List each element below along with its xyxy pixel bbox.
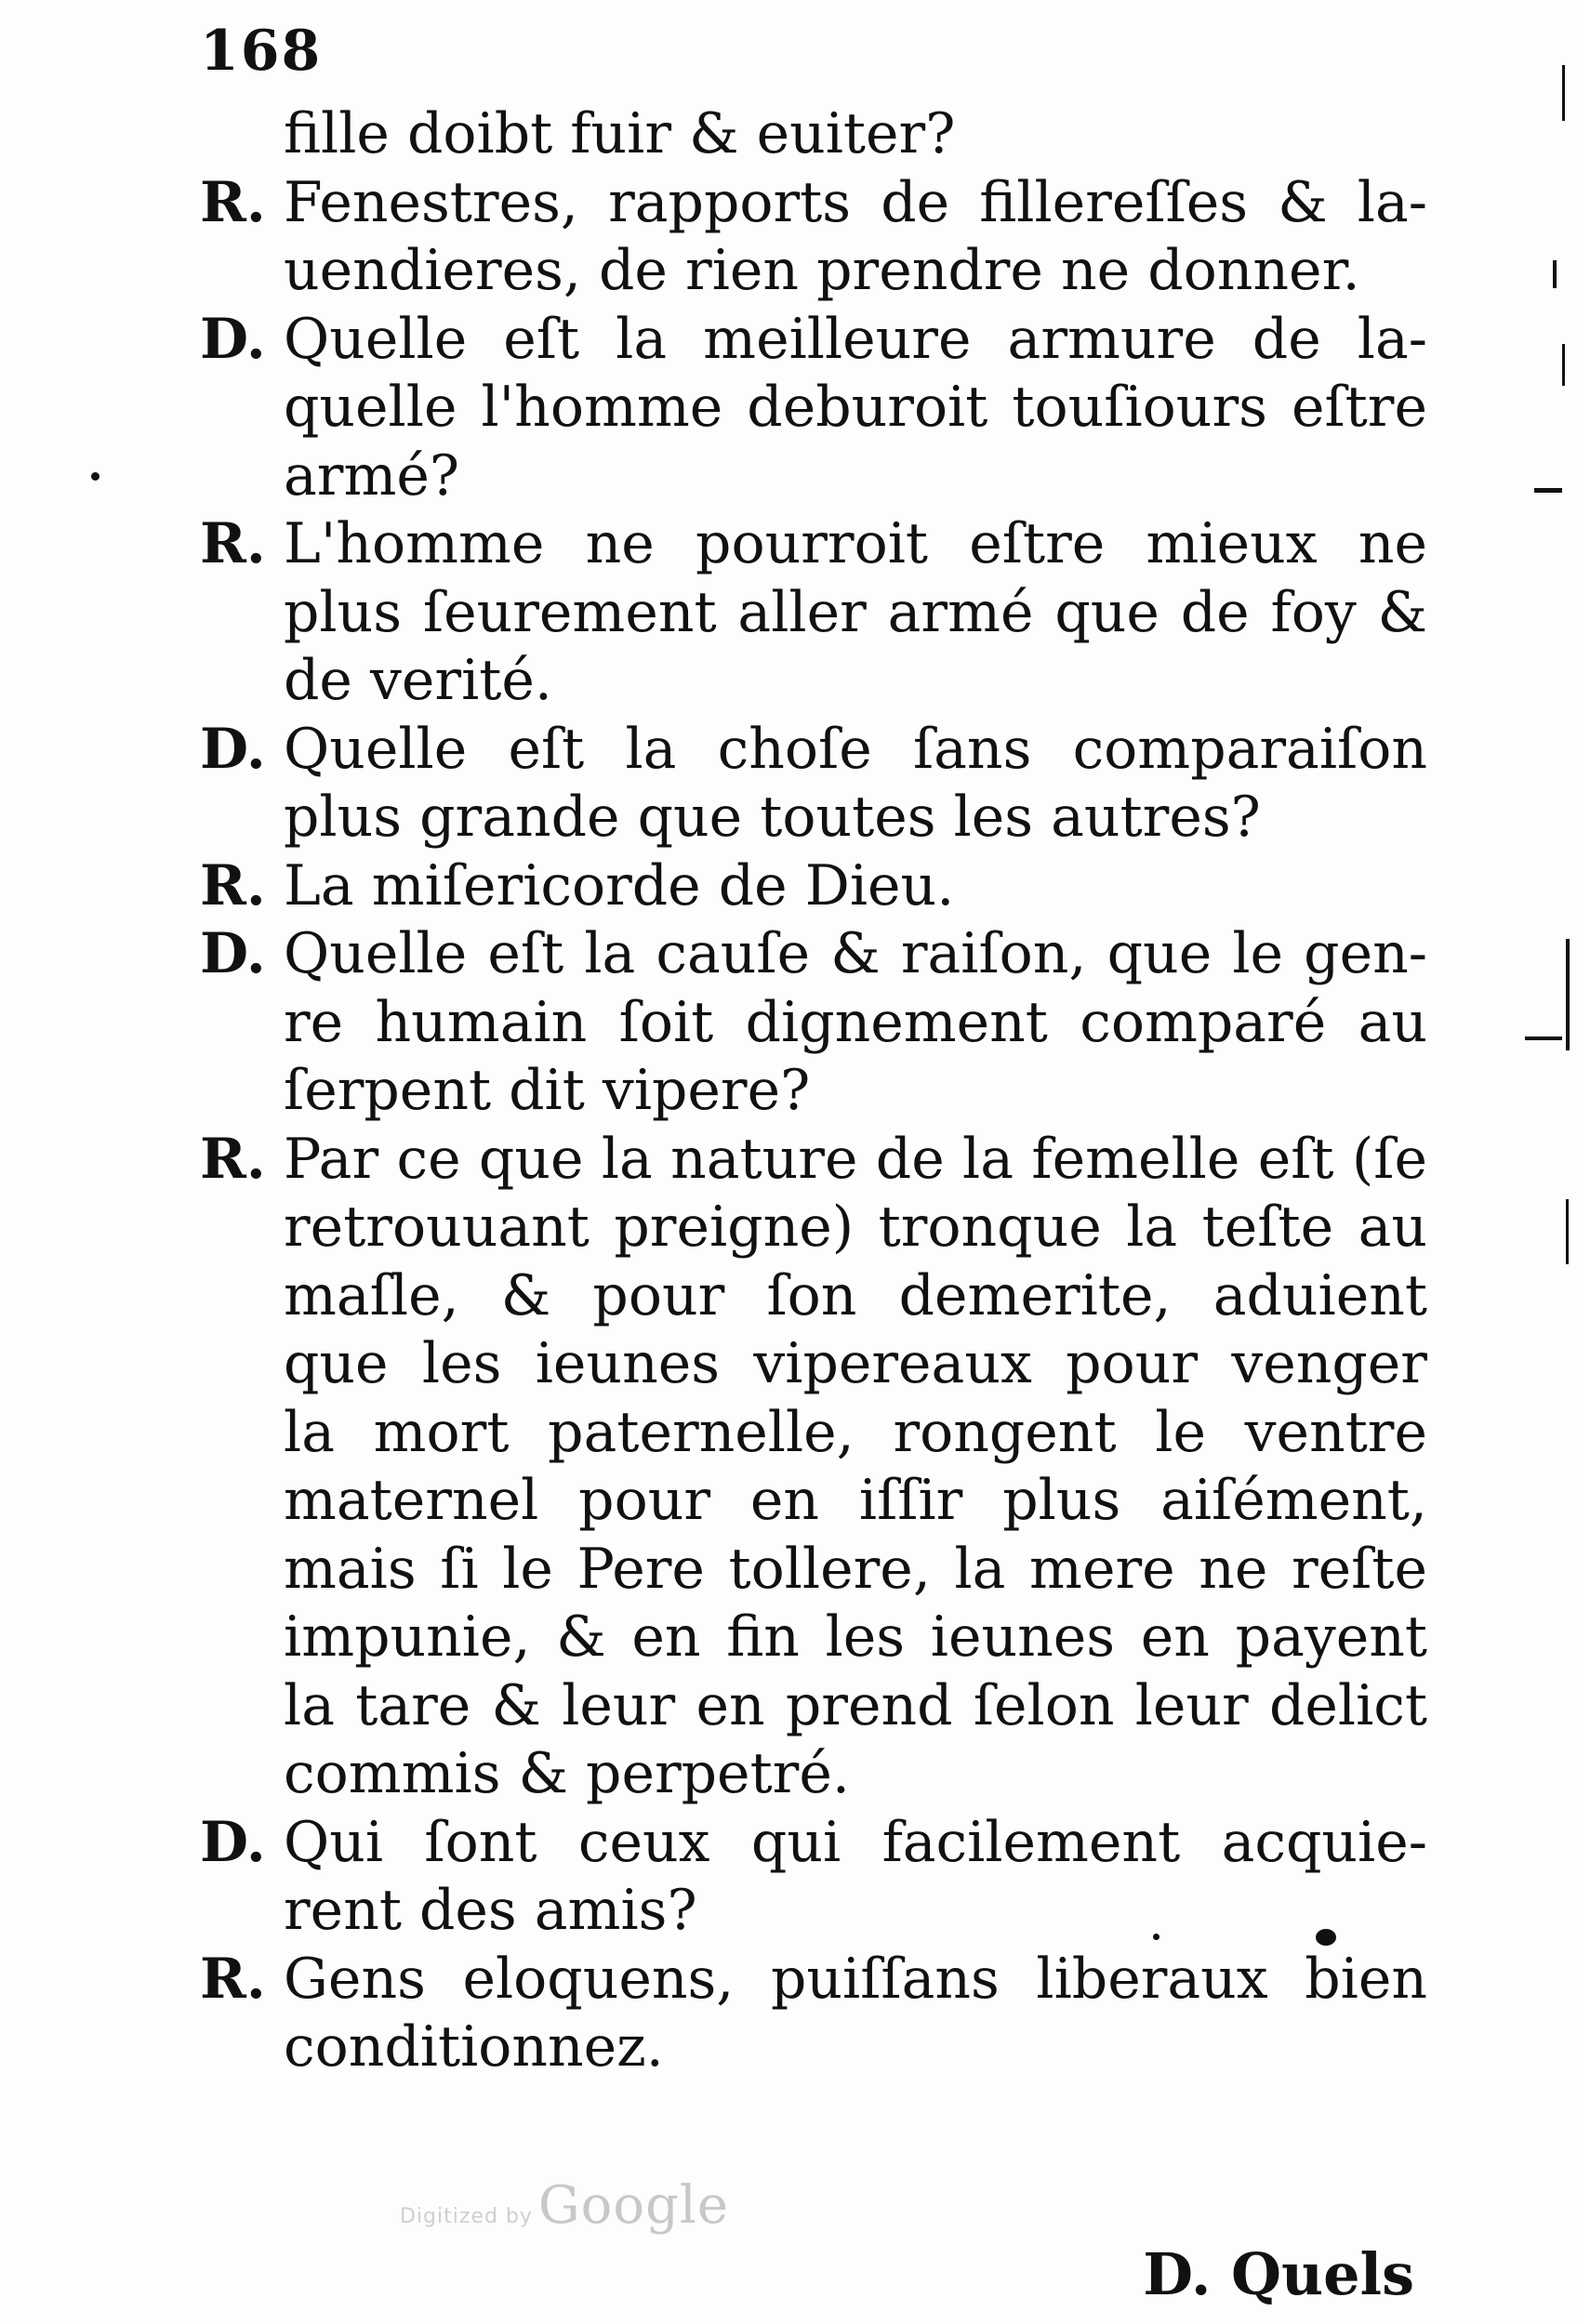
speaker-marker: R.: [200, 511, 266, 576]
line-text: quelle l'homme deburoit touſiours eſtre: [284, 375, 1427, 440]
line-text: Gens eloquens, puiſſans liberaux bien: [284, 1946, 1427, 2012]
line-text: Par ce que la nature de la femelle eſt (ſe: [284, 1126, 1427, 1192]
text-line: [200, 716, 1427, 785]
text-line: [200, 374, 1427, 442]
line-text: rent des amis?: [284, 1878, 697, 1943]
watermark: [400, 2175, 729, 2236]
ink-speck: [91, 472, 99, 481]
text-line: [200, 237, 1427, 306]
speaker-marker: D.: [200, 306, 266, 372]
text-line: [200, 920, 1427, 989]
line-text: fille doibt fuir & euiter?: [284, 101, 956, 166]
text-line: [200, 1194, 1427, 1262]
line-text: la tare & leur en prend ſelon leur delict: [284, 1672, 1427, 1738]
text-line: [200, 169, 1427, 238]
line-text: uendieres, de rien prendre ne donner.: [284, 238, 1360, 303]
line-text: que les ieunes vipereaux pour venger: [284, 1331, 1427, 1396]
line-text: la mort paternelle, rongent le ventre: [284, 1399, 1427, 1465]
text-line: [200, 647, 1427, 716]
text-line: [200, 1126, 1427, 1195]
line-text: commis & perpetré.: [284, 1741, 850, 1806]
watermark-brand: Google: [537, 2175, 729, 2236]
speaker-marker: R.: [200, 169, 266, 235]
line-text: armé?: [284, 442, 460, 508]
margin-mark: [1566, 1199, 1569, 1264]
text-line: [200, 989, 1427, 1058]
speaker-marker: D.: [200, 716, 266, 782]
line-text: L'homme ne pourroit eſtre mieux ne: [284, 511, 1427, 576]
text-line: [200, 1672, 1427, 1741]
text-line: [200, 2014, 1427, 2082]
line-text: Quelle eſt la choſe ſans comparaiſon: [284, 716, 1427, 782]
speaker-marker: R.: [200, 1946, 266, 2012]
line-text: Quelle eſt la meilleure armure de la-: [284, 306, 1427, 372]
text-line: [200, 1057, 1427, 1126]
text-line: [200, 1262, 1427, 1331]
text-block: [200, 100, 1427, 2082]
text-line: [200, 1877, 1427, 1946]
text-line: [200, 510, 1427, 579]
speaker-marker: D.: [200, 921, 266, 986]
text-line: [200, 306, 1427, 375]
page-number: 168: [200, 19, 323, 84]
text-line: [200, 1740, 1427, 1809]
line-text: Fenestres, rapports de fillereſſes & la-: [284, 169, 1427, 235]
text-line: [200, 100, 1427, 169]
text-line: [200, 579, 1427, 648]
speaker-marker: R.: [200, 852, 266, 918]
text-line: [200, 442, 1427, 511]
text-line: [200, 1604, 1427, 1672]
text-line: [200, 1536, 1427, 1604]
line-text: ſerpent dit vipere?: [284, 1058, 811, 1123]
line-text: retrouuant preigne) tronque la teſte au: [284, 1195, 1427, 1260]
line-text: Qui ſont ceux qui facilement acquie-: [284, 1809, 1427, 1875]
speaker-marker: R.: [200, 1126, 266, 1192]
line-text: Quelle eſt la cauſe & raiſon, que le gen-: [284, 921, 1427, 986]
line-text: conditionnez.: [284, 2014, 664, 2080]
text-line: [200, 1809, 1427, 1878]
text-line: [200, 1399, 1427, 1468]
ink-speck: [1316, 1929, 1336, 1946]
margin-mark: [1566, 939, 1570, 1050]
line-text: plus grande que toutes les autres?: [284, 785, 1261, 850]
margin-mark: [1562, 344, 1565, 386]
speaker-marker: D.: [200, 1809, 266, 1875]
line-text: impunie, & en fin les ieunes en payent: [284, 1604, 1427, 1670]
line-text: de verité.: [284, 648, 552, 713]
text-line: [200, 784, 1427, 852]
margin-mark: [1562, 65, 1565, 121]
watermark-prefix: Digitized by: [400, 2205, 533, 2228]
line-text: maternel pour en iſſir plus aiſément,: [284, 1468, 1427, 1533]
line-text: La miſericorde de Dieu.: [284, 852, 955, 918]
catchword: D. Quels: [1143, 2240, 1414, 2308]
text-line: [200, 1467, 1427, 1536]
margin-mark: [1553, 260, 1557, 288]
text-line: [200, 1946, 1427, 2014]
text-line: [200, 1330, 1427, 1399]
margin-mark: [1525, 1037, 1562, 1040]
line-text: maſle, & pour ſon demerite, aduient: [284, 1262, 1427, 1328]
line-text: plus ſeurement aller armé que de foy &: [284, 579, 1427, 645]
line-text: re humain ſoit dignement comparé au: [284, 989, 1427, 1055]
line-text: mais ſi le Pere tollere, la mere ne reſte: [284, 1536, 1427, 1602]
ink-speck: [1153, 1934, 1160, 1940]
margin-mark: [1534, 488, 1562, 493]
text-line: [200, 852, 1427, 921]
